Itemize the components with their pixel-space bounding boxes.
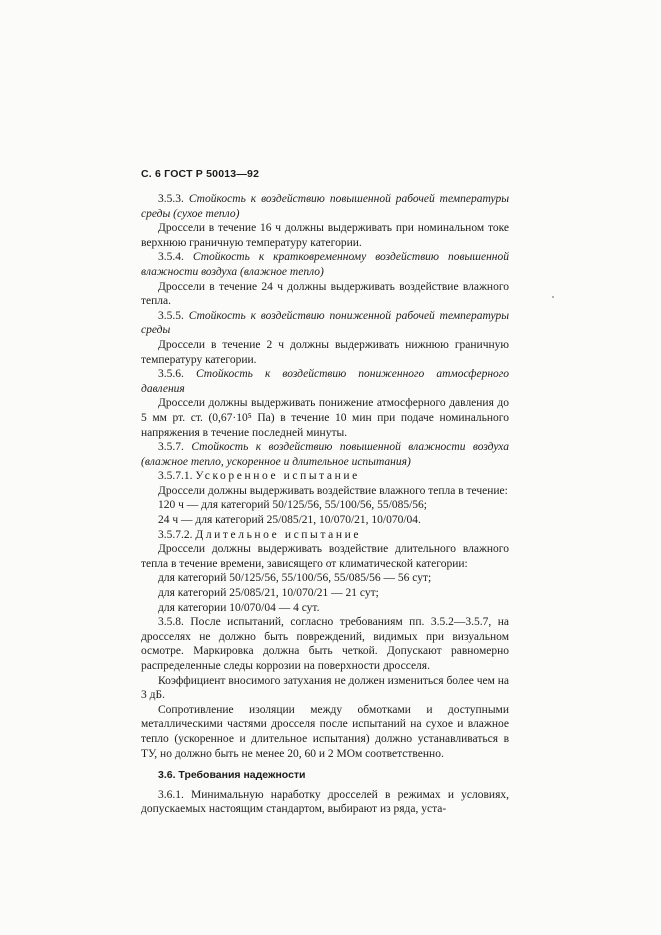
page-header: С. 6 ГОСТ Р 50013—92 <box>141 168 260 180</box>
clause-3-5-8-text: 3.5.8. После испытаний, согласно требованиям пп. 3.5.2—3.5.7, на дросселях не должно быть повреждений, видимых при визуальном осмотре. Маркировка должна быть четкой. Допускают равномерно распределенные следы коррозии на поверхности дросселя. <box>141 616 509 672</box>
clause-3-5-7-heading: 3.5.7. Стойкость к воздействию повышенной влажности воздуха (влажное тепло, ускоренное и длительное испытания) <box>141 441 510 468</box>
clause-3-5-5-text: Дроссели в течение 2 ч должны выдерживать нижнюю граничную температуру категории. <box>141 338 509 366</box>
clause-3-5-4-text: Дроссели в течение 24 ч должны выдерживать воздействие влажного тепла. <box>141 280 509 308</box>
clause-3-5-6-heading: 3.5.6. Стойкость к воздействию пониженного атмосферного давления <box>141 368 510 395</box>
clause-3-5-8-attenuation: Коэффициент вносимого затухания не должен измениться более чем на 3 дБ. <box>141 674 510 702</box>
clause-3-5-7-2-item: для категорий 50/125/56, 55/100/56, 55/085/56 — 56 сут; <box>158 572 432 585</box>
body-text <box>141 192 509 817</box>
clause-3-5-5-heading: 3.5.5. Стойкость к воздействию пониженной рабочей температуры среды <box>141 309 509 337</box>
clause-3-5-4-heading: 3.5.4. Стойкость к кратковременному воздействию повышенной влажности воздуха (влажное тепло) <box>141 251 510 278</box>
clause-3-5-7-2-text: Дроссели должны выдерживать воздействие длительного влажного тепла в течение времени, зависящего от климатической категории: <box>141 543 509 570</box>
clause-3-5-7-1-item: 120 ч — для категорий 50/125/56, 55/100/56, 55/085/56; <box>158 499 427 512</box>
clause-3-5-8-insulation: Сопротивление изоляции между обмотками и доступными металлическими частями дросселя после испытаний на сухое и влажное тепло (ускоренное и длительное испытания) должно устанавливаться в ТУ, но должно быть не менее 20, 60 и 2 МОм соответственно. <box>141 703 509 760</box>
clause-3-5-3-heading: 3.5.3. Стойкость к воздействию повышенной рабочей температуры среды (сухое тепло) <box>141 193 509 220</box>
clause-3-5-7-1-item: 24 ч — для категорий 25/085/21, 10/070/21, 10/070/04. <box>158 514 421 527</box>
clause-3-6-1-text: 3.6.1. Минимальную наработку дросселей в режимах и условиях, допускаемых настоящим стандартом, выбирают из ряда, уста- <box>141 788 509 816</box>
clause-3-5-6-text: Дроссели должны выдерживать понижение атмосферного давления до 5 мм рт. ст. (0,67·10⁵ Па) в течение 10 мин при подаче номинального напряжения в течение последней минуты. <box>141 397 509 439</box>
clause-3-5-7-1-text: Дроссели должны выдерживать воздействие влажного тепла в течение: <box>158 484 508 497</box>
clause-3-5-3-text: Дроссели в течение 16 ч должны выдерживать при номинальном токе верхнюю граничную температуру категории. <box>141 222 509 249</box>
clause-3-5-7-2-item: для категорий 25/085/21, 10/070/21 — 21 сут; <box>158 587 379 600</box>
clause-3-5-7-2-heading: 3.5.7.2. Длительное испытание <box>158 528 362 541</box>
section-3-6-heading: 3.6. Требования надежности <box>158 769 306 782</box>
clause-3-5-7-1-heading: 3.5.7.1. Ускоренное испытание <box>158 470 360 483</box>
scan-speck <box>552 296 554 298</box>
clause-3-5-7-2-item: для категории 10/070/04 — 4 сут. <box>158 601 320 614</box>
